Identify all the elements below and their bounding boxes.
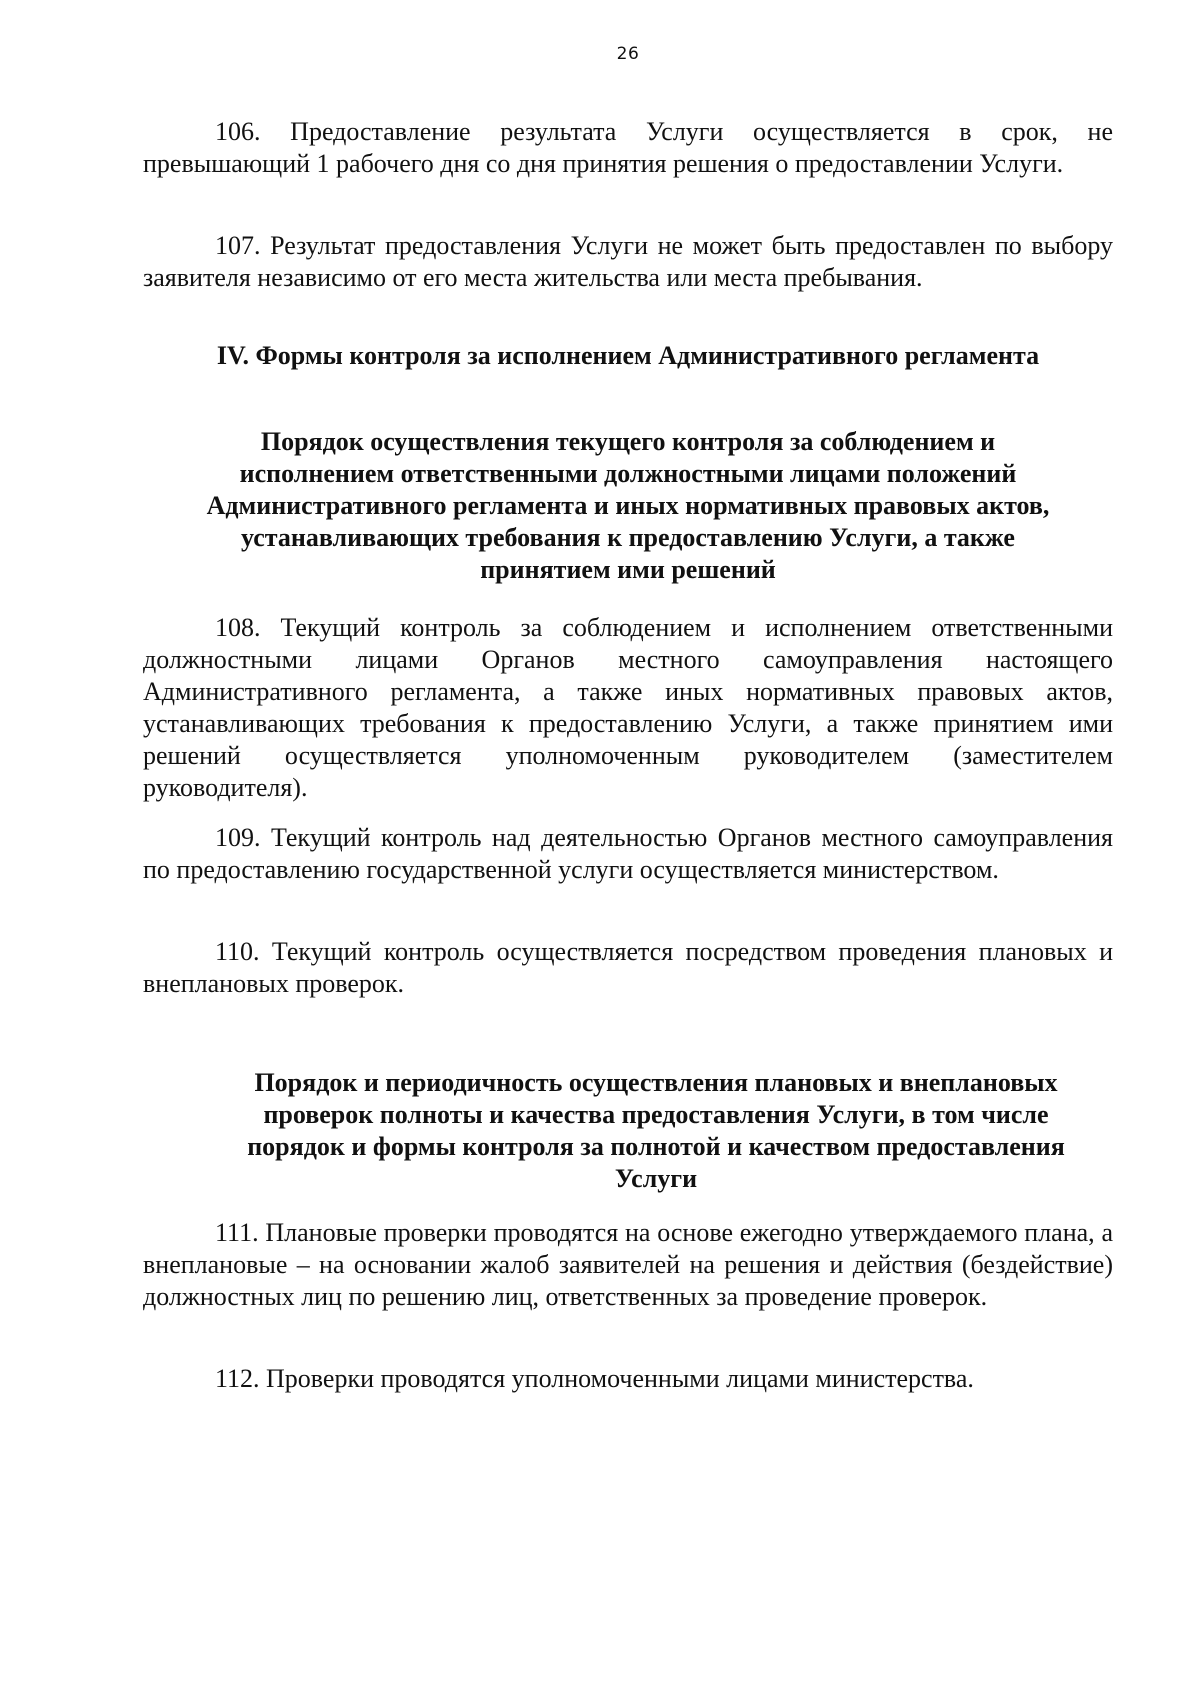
heading-line: принятием ими решений bbox=[480, 555, 776, 584]
paragraph-text: 110. Текущий контроль осуществляется посредством проведения плановых и внеплановых проверок. bbox=[143, 937, 1113, 998]
heading-text: IV. Формы контроля за исполнением Административного регламента bbox=[216, 341, 1040, 370]
paragraph-text: 108. Текущий контроль за соблюдением и исполнением ответственными должностными лицами Органов местного самоуправления настоящего Административного регламента, а также иных нормативных правовых актов, устанавливающих требования к предоставлению Услуги, а также принятием ими решений осуществляется уполномоченным руководителем (заместителем руководителя). bbox=[143, 613, 1113, 802]
paragraph-text: 106. Предоставление результата Услуги осуществляется в срок, не превышающий 1 рабочего дня со дня принятия решения о предоставлении Услуги. bbox=[143, 117, 1113, 178]
paragraph-text: 112. Проверки проводятся уполномоченными лицами министерства. bbox=[215, 1364, 974, 1393]
heading-line: порядок и формы контроля за полнотой и качеством предоставления bbox=[247, 1132, 1065, 1161]
paragraph-text: 107. Результат предоставления Услуги не может быть предоставлен по выбору заявителя независимо от его места жительства или места пребывания. bbox=[143, 231, 1113, 292]
paragraph-text: 111. Плановые проверки проводятся на основе ежегодно утверждаемого плана, а внеплановые – на основании жалоб заявителей на решения и действия (бездействие) должностных лиц по решению лиц, ответственных за проведение проверок. bbox=[143, 1218, 1113, 1311]
heading-line: Порядок и периодичность осуществления плановых и внеплановых bbox=[254, 1068, 1058, 1097]
heading-line: исполнением ответственными должностными лицами положений bbox=[239, 459, 1017, 488]
subsection-heading-current-control bbox=[143, 426, 1113, 586]
paragraph-111 bbox=[143, 1217, 1113, 1313]
paragraph-110 bbox=[143, 936, 1113, 1000]
subsection-heading-inspections bbox=[143, 1067, 1113, 1195]
paragraph-109 bbox=[143, 822, 1113, 886]
paragraph-text: 109. Текущий контроль над деятельностью Органов местного самоуправления по предоставлению государственной услуги осуществляется министерством. bbox=[143, 823, 1113, 884]
section-iv-heading bbox=[143, 340, 1113, 372]
page-number: 26 bbox=[616, 44, 640, 64]
heading-line: Административного регламента и иных нормативных правовых актов, bbox=[206, 491, 1050, 520]
paragraph-106 bbox=[143, 116, 1113, 180]
paragraph-108 bbox=[143, 612, 1113, 804]
heading-line: Услуги bbox=[614, 1164, 698, 1193]
paragraph-112 bbox=[143, 1363, 1113, 1395]
heading-line: Порядок осуществления текущего контроля за соблюдением и bbox=[260, 427, 996, 456]
heading-line: устанавливающих требования к предоставлению Услуги, а также bbox=[241, 523, 1015, 552]
heading-line: проверок полноты и качества предоставления Услуги, в том числе bbox=[263, 1100, 1049, 1129]
paragraph-107 bbox=[143, 230, 1113, 294]
